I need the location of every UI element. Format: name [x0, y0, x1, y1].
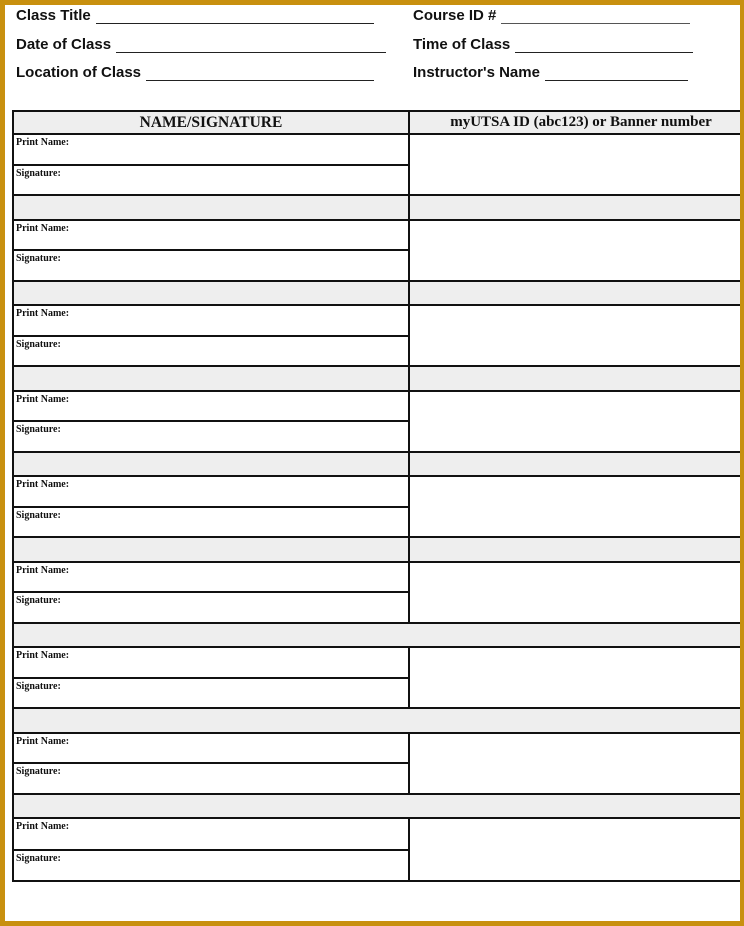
id-field[interactable] — [410, 306, 740, 365]
print-name-field[interactable]: Print Name: — [14, 135, 408, 166]
signature-field[interactable]: Signature: — [16, 253, 61, 264]
id-field[interactable] — [410, 221, 740, 280]
date-of-class-field[interactable] — [16, 36, 386, 53]
table-row — [14, 221, 740, 282]
id-field[interactable] — [410, 477, 740, 536]
course-id-label: Course ID # — [413, 7, 497, 24]
sign-in-sheet-page — [5, 5, 740, 921]
table-header-row — [14, 112, 740, 135]
id-field[interactable] — [410, 819, 740, 880]
signature-field[interactable]: Signature: — [16, 595, 61, 606]
course-id-line[interactable] — [501, 9, 690, 24]
spacer-row — [14, 709, 740, 734]
id-field[interactable] — [410, 135, 740, 194]
time-of-class-line[interactable] — [515, 38, 693, 53]
signature-field[interactable]: Signature: — [16, 852, 61, 864]
id-field[interactable] — [410, 648, 740, 707]
table-row — [14, 392, 740, 453]
location-of-class-label: Location of Class — [16, 64, 142, 81]
class-title-field[interactable] — [16, 7, 374, 24]
course-id-field[interactable] — [413, 7, 690, 24]
print-name-field[interactable]: Print Name: — [14, 477, 408, 508]
print-name-field[interactable]: Print Name: — [14, 563, 408, 594]
id-field[interactable] — [410, 734, 740, 793]
table-row — [14, 563, 740, 624]
date-of-class-line[interactable] — [116, 38, 386, 53]
table-row — [14, 734, 740, 795]
spacer-row — [14, 538, 740, 563]
location-of-class-field[interactable] — [16, 64, 374, 81]
signature-field[interactable]: Signature: — [16, 766, 61, 777]
print-name-field[interactable]: Print Name: — [14, 648, 408, 679]
time-of-class-field[interactable] — [413, 36, 693, 53]
time-of-class-label: Time of Class — [413, 36, 511, 53]
spacer-row — [14, 282, 740, 307]
class-title-label: Class Title — [16, 7, 91, 24]
attendance-table — [12, 110, 740, 882]
class-title-line[interactable] — [96, 9, 374, 24]
id-column-header: myUTSA ID (abc123) or Banner number — [450, 114, 712, 130]
spacer-row — [14, 624, 740, 649]
id-field[interactable] — [410, 392, 740, 451]
name-signature-column-header: NAME/SIGNATURE — [14, 112, 410, 133]
print-name-field[interactable]: Print Name: — [14, 734, 408, 765]
table-row — [14, 306, 740, 367]
signature-field[interactable]: Signature: — [16, 167, 61, 179]
signature-field[interactable]: Signature: — [16, 424, 61, 435]
signature-field[interactable]: Signature: — [16, 509, 61, 521]
print-name-field[interactable]: Print Name: — [14, 819, 408, 851]
table-row — [14, 648, 740, 709]
date-of-class-label: Date of Class — [16, 36, 112, 53]
spacer-row — [14, 196, 740, 221]
spacer-row — [14, 795, 740, 820]
table-row — [14, 819, 740, 880]
signature-field[interactable]: Signature: — [16, 680, 61, 692]
id-field[interactable] — [410, 563, 740, 622]
print-name-field[interactable]: Print Name: — [14, 306, 408, 337]
print-name-field[interactable]: Print Name: — [14, 392, 408, 423]
spacer-row — [14, 367, 740, 392]
instructors-name-line[interactable] — [545, 66, 688, 81]
instructors-name-label: Instructor's Name — [413, 64, 540, 81]
signature-field[interactable]: Signature: — [16, 338, 61, 350]
table-row — [14, 477, 740, 538]
print-name-field[interactable]: Print Name: — [14, 221, 408, 252]
spacer-row — [14, 453, 740, 478]
instructors-name-field[interactable] — [413, 64, 688, 81]
location-of-class-line[interactable] — [146, 66, 374, 81]
table-row — [14, 135, 740, 196]
